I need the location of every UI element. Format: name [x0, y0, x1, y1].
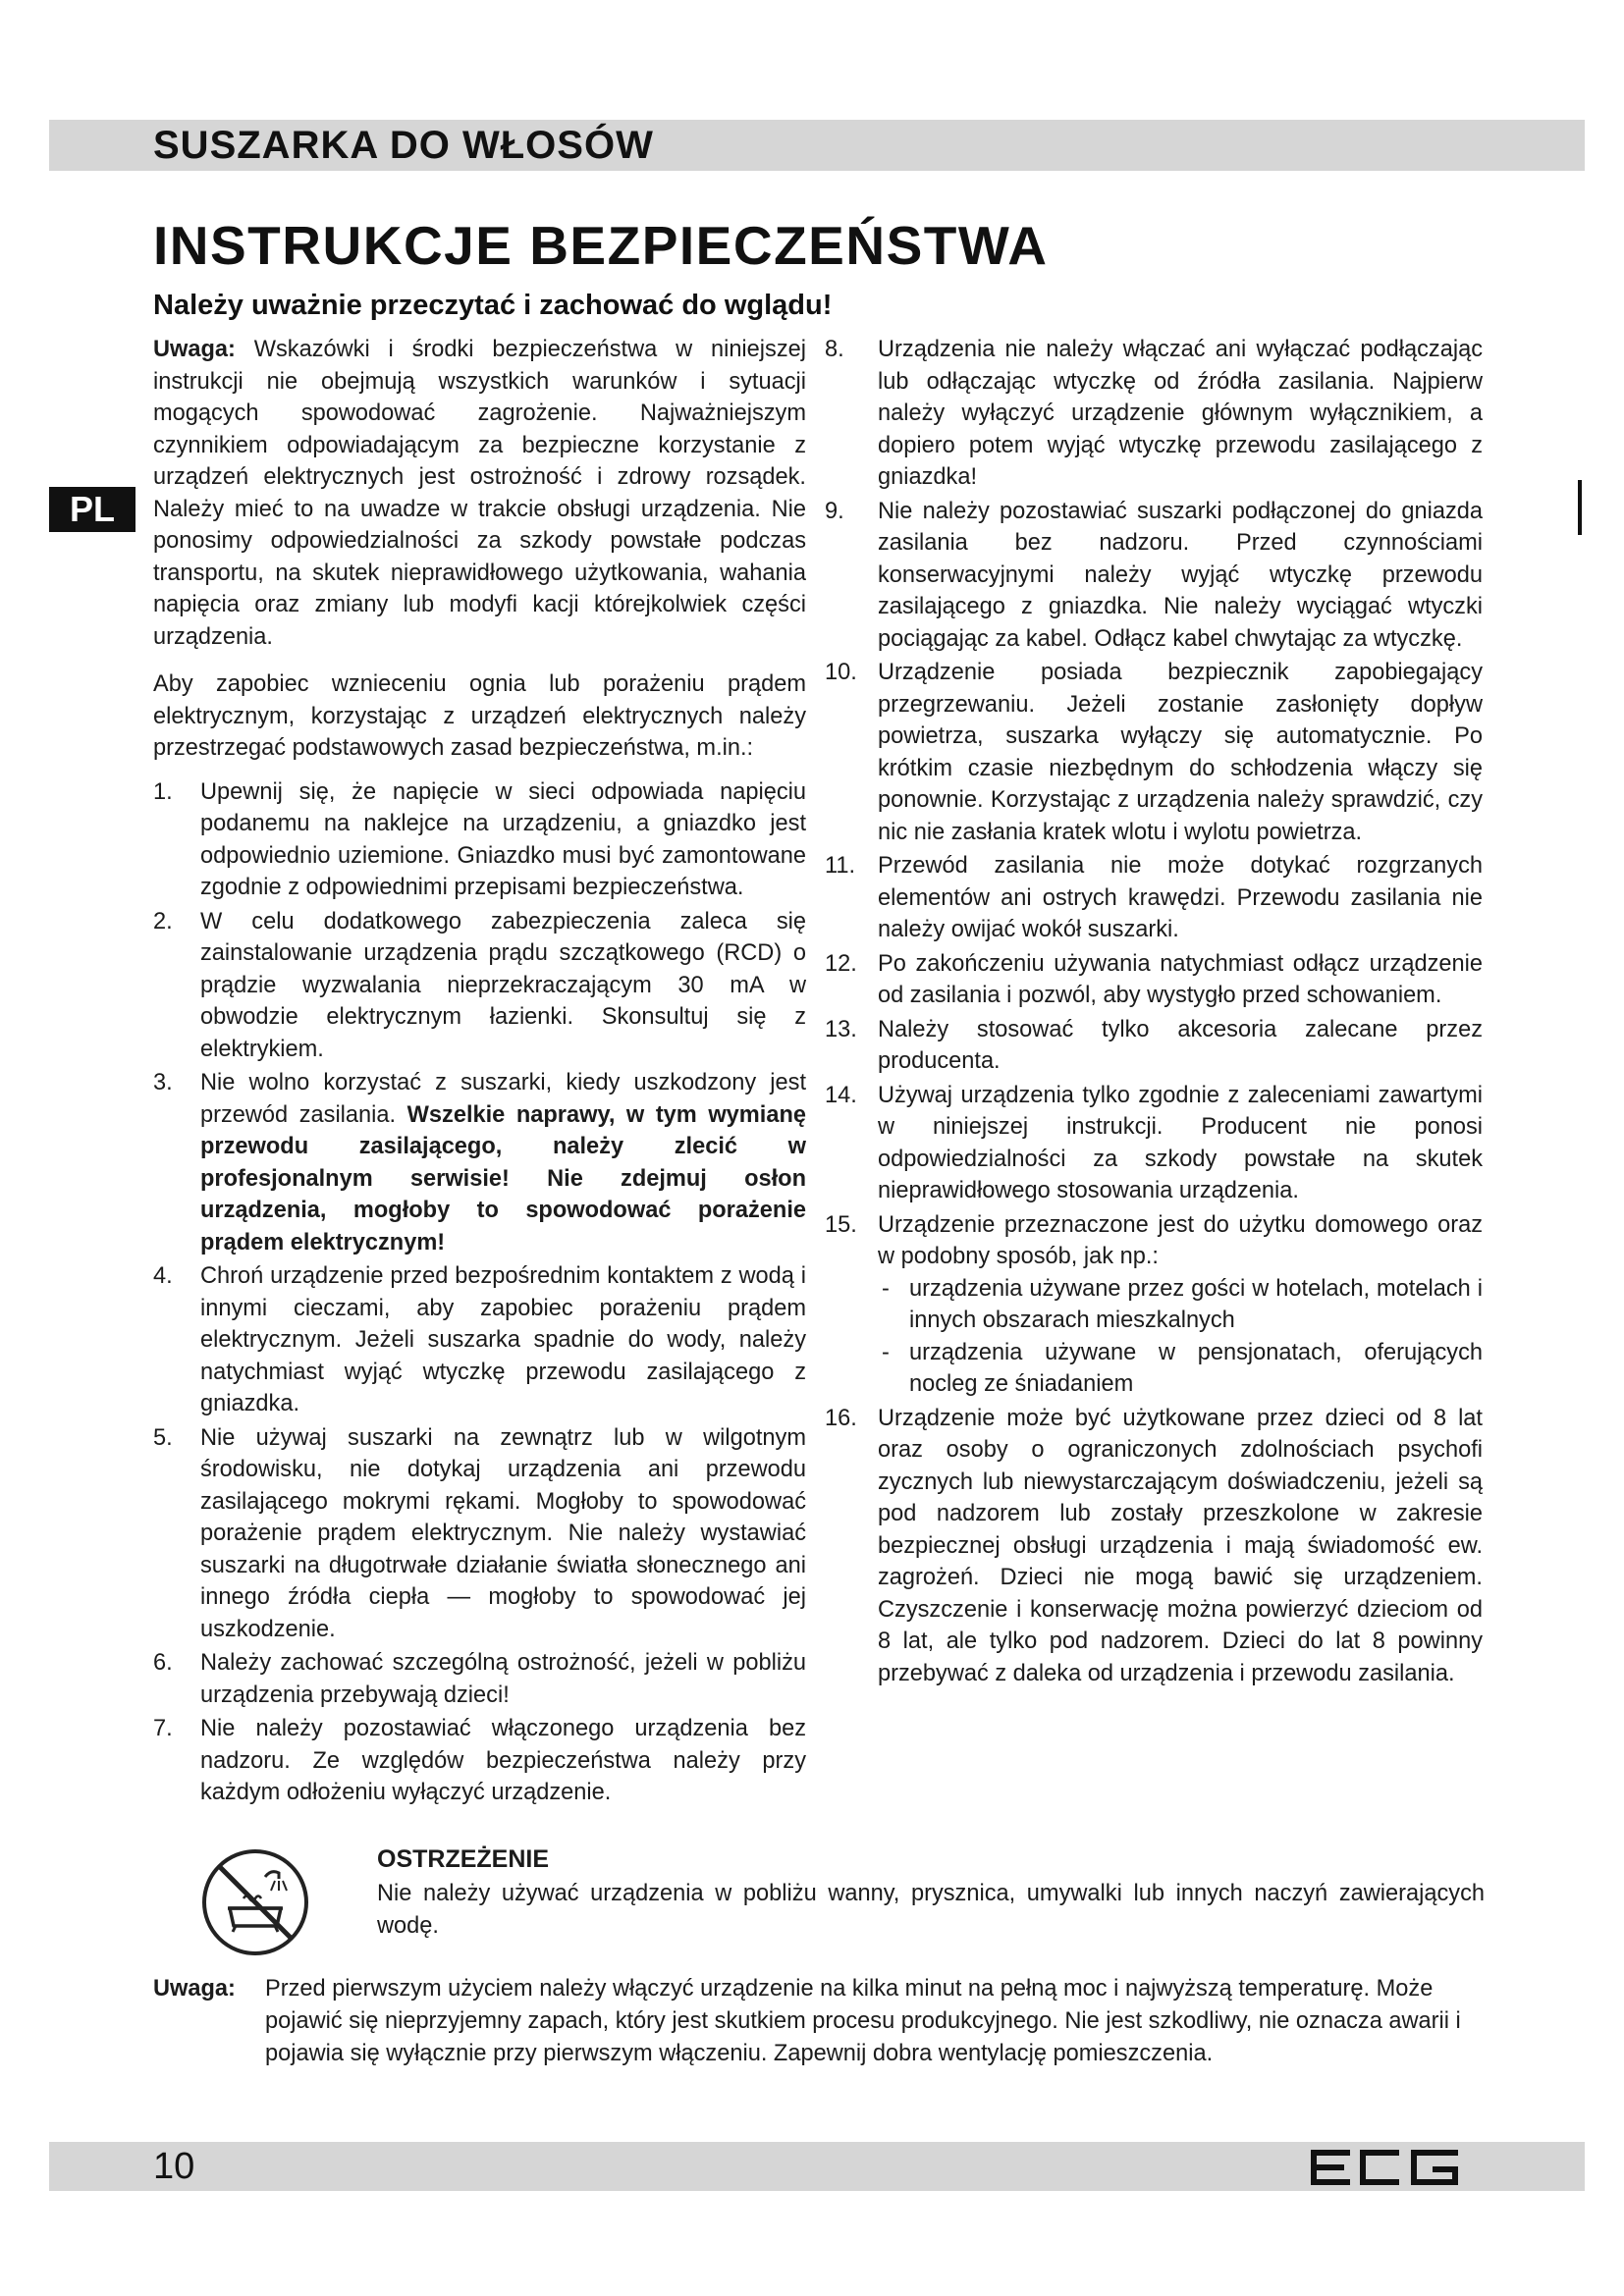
item-number: 3.	[153, 1070, 173, 1095]
list-item	[153, 776, 806, 904]
item-text: Nie należy pozostawiać włączonego urządzenia bez nadzoru. Ze względów bezpieczeństwa należy przy każdym odłożeniu wyłączyć urządzenie.	[200, 1716, 806, 1805]
intro-label: Uwaga:	[153, 337, 236, 362]
list-item	[825, 1403, 1483, 1690]
item-number: 12.	[825, 950, 857, 977]
item-number: 15.	[825, 1211, 857, 1238]
language-tab: PL	[49, 487, 135, 532]
item-text: Urządzenia nie należy włączać ani wyłączać podłączając lub odłączając wtyczkę od źródła zasilania. Najpierw należy wyłączyć urządzenie głównym wyłącznikiem, a dopiero potem wyjąć wtyczkę przewodu zasilającego z gniazdka!	[878, 337, 1483, 490]
list-item	[825, 948, 1483, 1012]
list-item	[153, 906, 806, 1066]
list-item	[153, 1067, 806, 1258]
item-text: Chroń urządzenie przed bezpośrednim kontaktem z wodą i innymi cieczami, aby zapobiec porażeniu prądem elektrycznym. Jeżeli suszarka spadnie do wody, należy natychmiast wyjąć wtyczkę przewodu zasilającego z gniazdka.	[200, 1263, 806, 1416]
item-number: 9.	[825, 498, 844, 524]
note-label: Uwaga:	[153, 1976, 236, 2002]
item-number: 6.	[153, 1650, 173, 1676]
item-number: 13.	[825, 1016, 857, 1042]
list-item	[825, 850, 1483, 946]
list-item	[825, 1209, 1483, 1401]
item-number: 4.	[153, 1263, 173, 1289]
list-item	[153, 1260, 806, 1420]
dash-marker: -	[882, 1275, 890, 1302]
no-water-bath-icon	[200, 1847, 310, 1957]
item-text: Po zakończeniu używania natychmiast odłącz urządzenie od zasilania i pozwól, aby wystygło przed schowaniem.	[878, 950, 1483, 1008]
item-number: 16.	[825, 1405, 857, 1431]
intro-text: Wskazówki i środki bezpieczeństwa w niniejszej instrukcji nie obejmują wszystkich warunków i sytuacji mogących spowodować zagrożenie. Najważniejszym czynnikiem odpowiadającym za bezpieczne korzystanie z urządzeń elektrycznych jest ostrożność i zdrowy rozsądek. Należy mieć to na uwadze w trakcie obsługi urządzenia. Nie ponosimy odpowiedzialności za szkody powstałe podczas transportu, na skutek nieprawidłowego użytkowania, wahania napięcia oraz zmiany lub modyfi kacji którejkolwiek części urządzenia.	[153, 337, 806, 650]
item-number: 2.	[153, 908, 173, 934]
item-number: 1.	[153, 778, 173, 805]
item-number: 11.	[825, 853, 856, 879]
item-text: Należy stosować tylko akcesoria zalecane przez producenta.	[878, 1016, 1483, 1074]
usage-examples	[878, 1273, 1483, 1401]
side-marker	[1578, 480, 1582, 535]
usage-example	[878, 1337, 1483, 1401]
item-number: 8.	[825, 337, 844, 362]
item-text: Urządzenie posiada bezpiecznik zapobiegający przegrzewaniu. Jeżeli zostanie zasłonięty dopływ powietrza, suszarka wyłączy się automatycznie. Po krótkim czasie niezbędnym do schłodzenia włączy się ponownie. Korzystając z urządzenia należy sprawdzić, czy nic nie zasłania kratek wlotu i wylotu powietrza.	[878, 660, 1483, 845]
intro-paragraph	[153, 334, 806, 653]
item-number: 10.	[825, 660, 857, 685]
page-subtitle: Należy uważnie przeczytać i zachować do wglądu!	[153, 290, 833, 321]
item-text: Używaj urządzenia tylko zgodnie z zaleceniami zawartymi w niniejszej instrukcji. Producent nie ponosi odpowiedzialności za szkody powstałe na skutek nieprawidłowego stosowania urządzenia.	[878, 1082, 1483, 1203]
safety-list-left	[153, 776, 806, 1809]
item-bold-text: Wszelkie naprawy, w tym wymianę przewodu zasilającego, należy zlecić w profesjonalnym serwisie! Nie zdejmuj osłon urządzenia, mogłoby to spowodować porażenie prądem elektrycznym!	[200, 1101, 806, 1255]
item-number: 5.	[153, 1424, 173, 1451]
list-item	[825, 1080, 1483, 1207]
usage-example	[878, 1273, 1483, 1337]
item-text: Nie wolno korzystać z suszarki, kiedy uszkodzony jest przewód zasilania.	[200, 1070, 806, 1128]
product-title: SUSZARKA DO WŁOSÓW	[153, 124, 654, 167]
item-number: 7.	[153, 1716, 173, 1741]
usage-example-text: urządzenia używane przez gości w hotelach, motelach i innych obszarach mieszkalnych	[909, 1275, 1483, 1333]
list-item	[825, 334, 1483, 494]
dash-marker: -	[882, 1339, 890, 1365]
list-item	[825, 1014, 1483, 1078]
list-item	[825, 657, 1483, 848]
list-item	[153, 1713, 806, 1809]
warning-text: Nie należy używać urządzenia w pobliżu wanny, prysznica, umywalki lub innych naczyń zawierających wodę.	[377, 1881, 1485, 1939]
warning-title: OSTRZEŻENIE	[377, 1845, 550, 1873]
safety-list-right	[825, 334, 1483, 1689]
item-text: Należy zachować szczególną ostrożność, jeżeli w pobliżu urządzenia przebywają dzieci!	[200, 1650, 806, 1708]
item-number: 14.	[825, 1082, 857, 1108]
right-column	[825, 334, 1483, 1691]
list-item	[153, 1422, 806, 1646]
left-column	[153, 334, 806, 1811]
item-text: W celu dodatkowego zabezpieczenia zaleca się zainstalowanie urządzenia prądu szczątkowego (RCD) o prądzie wyzwalania nieprzekraczającym 30 mA w obwodzie elektrycznym łazienki. Skonsultuj się z elektrykiem.	[200, 908, 806, 1062]
page-title: INSTRUKCJE BEZPIECZEŃSTWA	[153, 215, 1049, 276]
list-item	[153, 1647, 806, 1711]
page-number: 10	[153, 2146, 195, 2187]
usage-example-text: urządzenia używane w pensjonatach, oferujących nocleg ze śniadaniem	[909, 1339, 1483, 1397]
item-text: Nie należy pozostawiać suszarki podłączonej do gniazda zasilania bez nadzoru. Przed czynnościami konserwacyjnymi należy wyjąć wtyczkę przewodu zasilającego z gniazdka. Nie należy wyciągać wtyczki pociągając za kabel. Odłącz kabel chwytając za wtyczkę.	[878, 498, 1483, 652]
intro-paragraph-2: Aby zapobiec wznieceniu ognia lub porażeniu prądem elektrycznym, korzystając z urządzeń elektrycznych należy przestrzegać podstawowych zasad bezpieczeństwa, m.in.:	[153, 671, 806, 761]
first-use-note	[153, 1973, 1485, 2070]
list-item	[825, 496, 1483, 656]
ecg-logo	[1306, 2148, 1463, 2187]
note-text: Przed pierwszym użyciem należy włączyć urządzenie na kilka minut na pełną moc i najwyższą temperaturę. Może pojawić się nieprzyjemny zapach, który jest skutkiem procesu produkcyjnego. Nie jest szkodliwy, nie oznacza awarii i pojawia się wyłącznie przy pierwszym włączeniu. Zapewnij dobra wentylację pomieszczenia.	[265, 1976, 1461, 2066]
item-text: Urządzenie może być użytkowane przez dzieci od 8 lat oraz osoby o ograniczonych zdolnościach psychofi zycznych lub niewystarczającym doświadczeniu, jeżeli są pod nadzorem lub zostały przeszkolone w zakresie bezpiecznej obsługi urządzenia i mają świadomość ew. zagrożeń. Dzieci nie mogą bawić się urządzeniem. Czyszczenie i konserwację można powierzyć dzieciom od 8 lat, ale tylko pod nadzorem. Dzieci do lat 8 powinny przebywać z daleka od urządzenia i przewodu zasilania.	[878, 1405, 1483, 1686]
item-text: Upewnij się, że napięcie w sieci odpowiada napięciu podanemu na naklejce na urządzeniu, a gniazdko jest odpowiednio uziemione. Gniazdko musi być zamontowane zgodnie z odpowiednimi przepisami bezpieczeństwa.	[200, 778, 806, 900]
item-text: Przewód zasilania nie może dotykać rozgrzanych elementów ani ostrych krawędzi. Przewodu zasilania nie należy owijać wokół suszarki.	[878, 853, 1483, 942]
item-text: Nie używaj suszarki na zewnątrz lub w wilgotnym środowisku, nie dotykaj urządzenia ani przewodu zasilającego mokrymi rękami. Mogłoby to spowodować porażenie prądem elektrycznym. Nie należy wystawiać suszarki na długotrwałe działanie światła słonecznego ani innego źródła ciepła — mogłoby to spowodować jej uszkodzenie.	[200, 1424, 806, 1642]
item-text: Urządzenie przeznaczone jest do użytku domowego oraz w podobny sposób, jak np.:	[878, 1211, 1483, 1269]
